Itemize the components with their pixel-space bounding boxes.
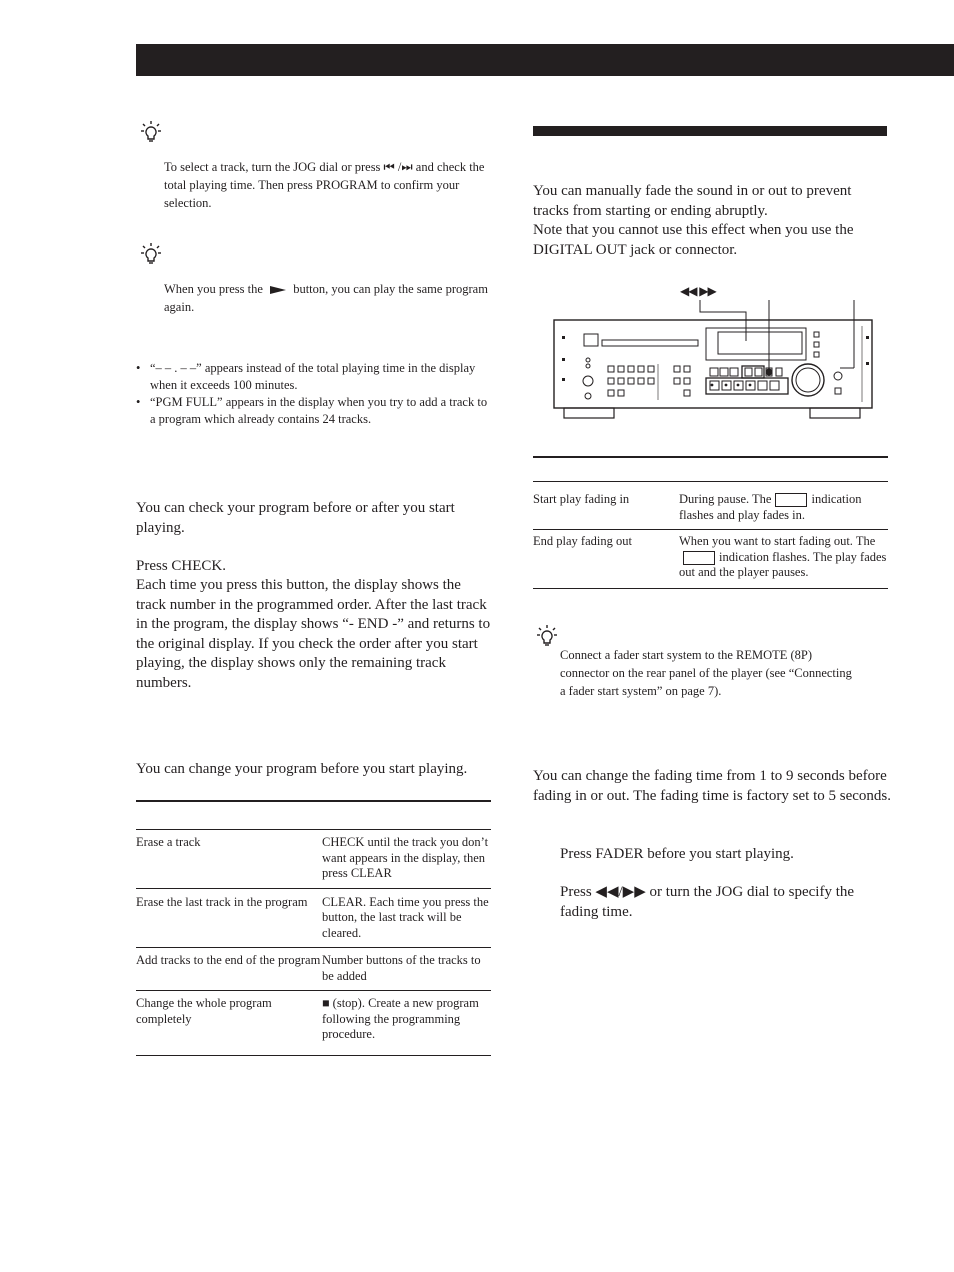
- fading-time-intro: You can change the fading time from 1 to 9 seconds before fading in or out. The fading time is factory set to 5 seconds.: [533, 768, 891, 804]
- table-row: [136, 948, 491, 991]
- desc-a: When you want to start fading out. The: [679, 534, 876, 548]
- step-1: Press FADER before you start playing.: [560, 846, 794, 862]
- check-intro: You can check your program before or after you start playing.: [136, 500, 455, 536]
- fade-note: Note that you cannot use this effect when you use the DIGITAL OUT jack or connector.: [533, 222, 854, 258]
- tip-fader-start: Connect a fader start system to the REMOTE (8P) connector on the rear panel of the player (see “Connecting a fader start system” on page 7).: [560, 648, 852, 698]
- play-icon: [269, 285, 287, 295]
- check-description: Each time you press this button, the display shows the track number in the programmed order. After the last track in the program, the display shows “- END -” and returns to the original display. If you check the order after you start playing, the display shows only the remaining track numbers.: [136, 577, 491, 691]
- change-intro: You can change your program before you start playing.: [136, 761, 468, 777]
- step-2: Press ◀◀/▶▶ or turn the JOG dial to specify the fading time.: [560, 884, 855, 920]
- action-cell: Erase the last track in the program: [136, 894, 308, 909]
- note-item: • “– – . – –” appears instead of the total playing time in the display when it exceeds 100 minutes.: [136, 360, 491, 394]
- lightbulb-hint-icon: [140, 242, 162, 266]
- action-cell: Change the whole program completely: [136, 996, 272, 1026]
- section-bar: [533, 126, 887, 136]
- fade-in-indicator-icon: [775, 493, 807, 507]
- desc-b: indication flashes and play fades in.: [679, 492, 862, 522]
- change-program-table: [136, 800, 491, 1056]
- table-row: [136, 991, 491, 1055]
- fade-out-indicator-icon: [683, 551, 715, 565]
- header-bar: [136, 44, 954, 76]
- desc-cell: [679, 530, 888, 588]
- mode-cell: Start play fading in: [533, 492, 630, 506]
- fade-table: [533, 456, 888, 589]
- table-row: [533, 482, 888, 530]
- press-cell: ■ (stop). Create a new program following the programming procedure.: [322, 996, 479, 1041]
- press-cell: Number buttons of the tracks to be added: [322, 953, 481, 983]
- table-row: [136, 889, 491, 948]
- desc-a: During pause. The: [679, 492, 772, 506]
- mode-cell: End play fading out: [533, 534, 632, 548]
- tip-text-a: When you press the: [164, 282, 263, 296]
- tip-repeat-program: [164, 280, 494, 316]
- check-step: Press CHECK.: [136, 558, 227, 574]
- desc-cell: [679, 482, 888, 530]
- press-cell: CHECK until the track you don’t want appears in the display, then press CLEAR: [322, 835, 489, 880]
- notes-list: [136, 360, 491, 428]
- table-row: [533, 530, 888, 588]
- table-bottom-rule: [533, 588, 888, 589]
- fade-intro: You can manually fade the sound in or out to prevent tracks from starting or ending abruptly.: [533, 183, 852, 219]
- cd-player-diagram: [550, 296, 880, 420]
- note-item: • “PGM FULL” appears in the display when you try to add a track to a program which already contains 24 tracks.: [136, 394, 491, 428]
- table-bottom-rule: [136, 1055, 491, 1056]
- action-cell: Erase a track: [136, 835, 201, 849]
- tip-text-b: button, you can play the same program again.: [164, 282, 488, 314]
- tip-select-track: To select a track, turn the JOG dial or press ⏮ /⏭ and check the total playing time. Then press PROGRAM to confirm your selection.: [164, 160, 485, 210]
- lightbulb-hint-icon: [536, 624, 558, 648]
- desc-b: indication flashes. The play fades out and the player pauses.: [679, 549, 887, 579]
- lightbulb-hint-icon: [140, 120, 162, 144]
- press-cell: CLEAR. Each time you press the button, the last track will be cleared.: [322, 894, 489, 940]
- table-row: [136, 830, 491, 888]
- rewind-forward-label: ◀◀ ▶▶: [680, 284, 716, 298]
- action-cell: Add tracks to the end of the program: [136, 953, 321, 967]
